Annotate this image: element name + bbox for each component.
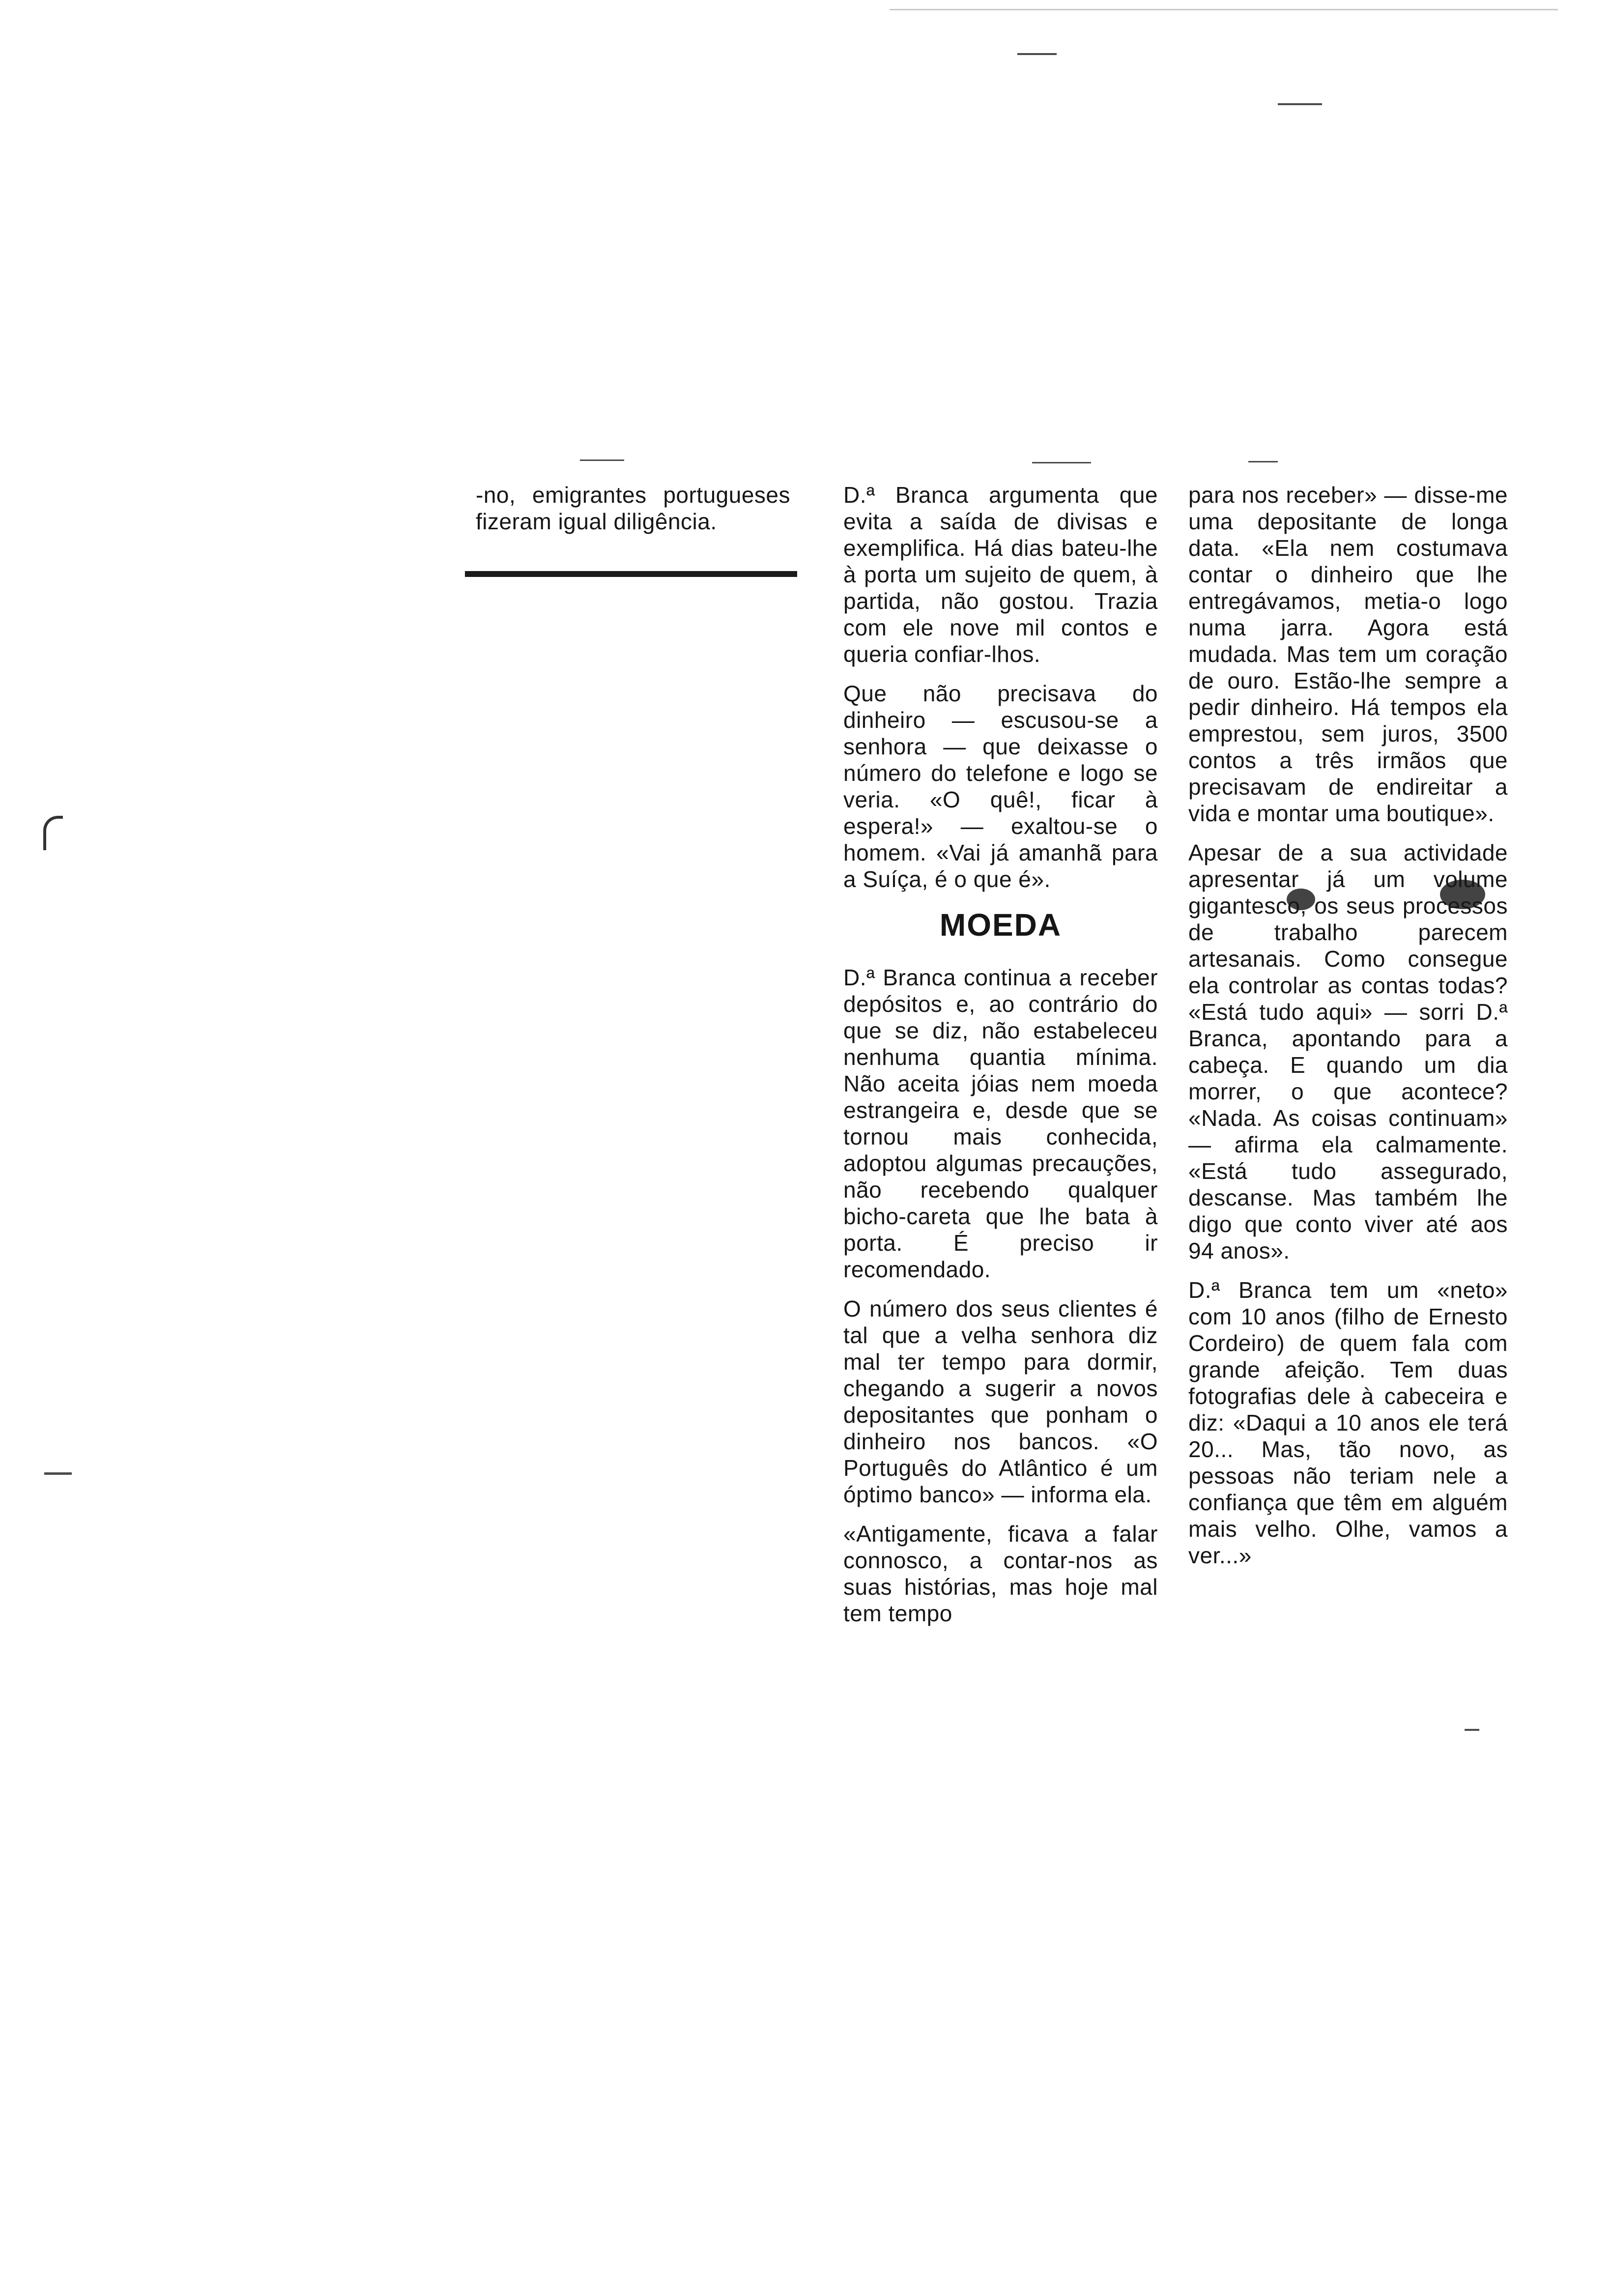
paragraph: -no, emigrantes portugueses fizeram igual diligência. <box>476 482 790 534</box>
paragraph: Apesar de a sua actividade apresentar já um volume gigantesco, os seus processos de trabalho parecem artesanais. Como consegue ela controlar as contas todas? «Está tudo aqui» — sorri D.ª Branca, apontando para a cabeça. E quando um dia morrer, o que acontece? «Nada. As coisas continuam» — afirma ela calmamente. «Está tudo assegurado, descanse. Mas também lhe digo que conto viver até aos 94 anos». <box>1188 840 1508 1263</box>
scan-mark <box>1032 462 1091 463</box>
paragraph: O número dos seus clientes é tal que a velha senhora diz mal ter tempo para dormir, chegando a sugerir a novos depositantes que ponham o dinheiro nos bancos. «O Português do Atlântico é um óptimo banco» — informa ela. <box>843 1296 1158 1507</box>
column-2 <box>843 482 1158 1639</box>
paragraph: D.ª Branca argumenta que evita a saída de divisas e exemplifica. Há dias bateu-lhe à porta um sujeito de quem, à partida, não gostou. Trazia com ele nove mil contos e queria confiar-lhos. <box>843 482 1158 667</box>
scan-mark <box>1465 1729 1479 1731</box>
scan-mark <box>44 1472 72 1475</box>
column-1 <box>476 482 790 547</box>
scan-mark <box>1278 103 1322 105</box>
scan-mark <box>580 459 624 461</box>
paragraph: para nos receber» — disse-me uma depositante de longa data. «Ela nem costumava contar o dinheiro que lhe entregávamos, metia-o logo numa jarra. Agora está mudada. Mas tem um coração de ouro. Estão-lhe sempre a pedir dinheiro. Há tempos ela emprestou, sem juros, 3500 contos a três irmãos que precisavam de endireitar a vida e montar uma boutique». <box>1188 482 1508 826</box>
margin-bracket-mark <box>43 816 63 850</box>
scan-mark <box>1017 53 1057 55</box>
paragraph: D.ª Branca continua a receber depósitos e, ao contrário do que se diz, não estabeleceu nenhuma quantia mínima. Não aceita jóias nem moeda estrangeira e, desde que se tornou mais conhecida, adoptou algumas precauções, não recebendo qualquer bicho-careta que lhe bata à porta. É preciso ir recomendado. <box>843 965 1158 1282</box>
paragraph: «Antigamente, ficava a falar connosco, a contar-nos as suas histórias, mas hoje mal tem tempo <box>843 1521 1158 1626</box>
column-3 <box>1188 482 1508 1581</box>
column-rule <box>465 571 797 577</box>
scan-mark <box>1248 461 1278 462</box>
paragraph: Que não precisava do dinheiro — escusou-se a senhora — que deixasse o número do telefone e logo se veria. «O quê!, ficar à espera!» — exaltou-se o homem. «Vai já amanhã para a Suíça, é o que é». <box>843 681 1158 892</box>
top-scan-line <box>890 9 1558 10</box>
section-heading: MOEDA <box>939 907 1062 943</box>
paragraph: D.ª Branca tem um «neto» com 10 anos (filho de Ernesto Cordeiro) de quem fala com grande afeição. Tem duas fotografias dele à cabeceira e diz: «Daqui a 10 anos ele terá 20... Mas, tão novo, as pessoas não teriam nele a confiança que têm em alguém mais velho. Olhe, vamos a ver...» <box>1188 1277 1508 1568</box>
